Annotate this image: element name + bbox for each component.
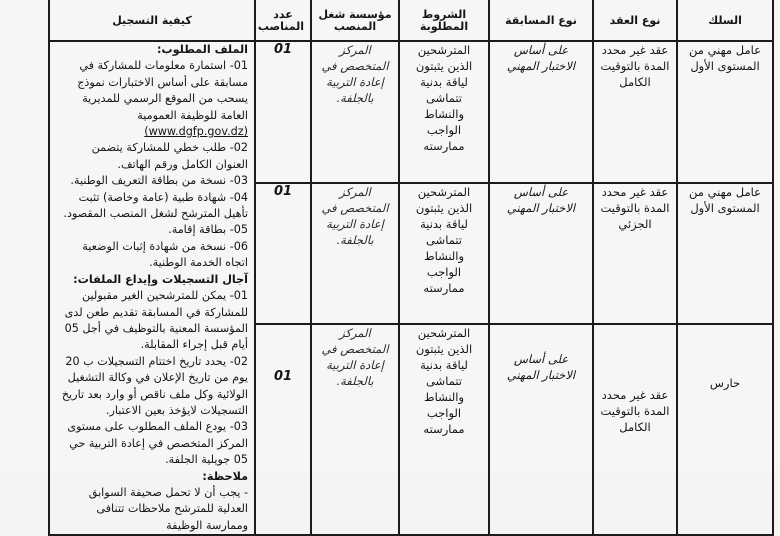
cell-rank: عامل مهني من المستوى الأول bbox=[677, 41, 773, 183]
deadline-title: آجال التسجيلات وإيداع الملفات: bbox=[73, 272, 248, 286]
recruitment-table bbox=[48, 0, 774, 536]
cell-count: 01 bbox=[255, 41, 311, 183]
header-institution: مؤسسة شغل المنصب bbox=[311, 0, 399, 41]
cell-conditions: المترشحين الذين يثبتون لياقة بدنية تتماشى والنشاط الواجب ممارسته bbox=[399, 183, 489, 325]
cell-rank: حارس bbox=[677, 324, 773, 535]
header-count: عدد المناصب bbox=[255, 0, 311, 41]
cell-institution: المركز المتخصص في إعادة التربية بالجلفة. bbox=[311, 324, 399, 535]
note-title: ملاحظة: bbox=[202, 469, 248, 483]
deadline-item-2: 02- يحدد تاريخ اختتام التسجيلات ب 20 يوم من تاريخ الإعلان في وكالة التشغيل الولائية وكل ملف ناقص أو وارد بعد تاريخ التسجيلات لايؤخذ بعين الاعتبار. bbox=[61, 354, 248, 417]
header-test: نوع المسابقة bbox=[489, 0, 593, 41]
cell-test: على أساس الاختبار المهني bbox=[489, 183, 593, 325]
header-conditions: الشروط المطلوبة bbox=[399, 0, 489, 41]
deadline-item-3: 03- يودع الملف المطلوب على مستوى المركز المتخصص في إعادة التربية حي 05 جويلية الجلفة. bbox=[67, 420, 248, 467]
cell-institution: المركز المتخصص في إعادة التربية بالجلفة. bbox=[311, 41, 399, 183]
cell-test: على أساس الاختبار المهني bbox=[489, 324, 593, 535]
reg-item-6: 06- نسخة من شهادة إثبات الوضعية اتجاه الخدمة الوطنية. bbox=[82, 239, 248, 270]
reg-item-5: 05- بطاقة إقامة. bbox=[168, 223, 248, 237]
header-registration: كيفية التسجيل bbox=[49, 0, 255, 41]
registration-cell bbox=[49, 41, 255, 535]
cell-test: على أساس الاختبار المهني bbox=[489, 41, 593, 183]
header-rank: السلك bbox=[677, 0, 773, 41]
cell-contract: عقد غير محدد المدة بالتوقيت الكامل bbox=[593, 324, 677, 535]
cell-contract: عقد غير محدد المدة بالتوقيت الكامل bbox=[593, 41, 677, 183]
cell-count: 01 bbox=[255, 183, 311, 325]
cell-institution: المركز المتخصص في إعادة التربية بالجلفة. bbox=[311, 183, 399, 325]
reg-url[interactable]: (www.dgfp.gov.dz) bbox=[144, 125, 248, 139]
cell-conditions: المترشحين الذين يثبتون لياقة بدنية تتماشى والنشاط الواجب ممارسته bbox=[399, 41, 489, 183]
cell-conditions: المترشحين الذين يثبتون لياقة بدنية تتماشى والنشاط الواجب ممارسته bbox=[399, 324, 489, 535]
table-header-row bbox=[49, 0, 773, 41]
header-contract: نوع العقد bbox=[593, 0, 677, 41]
reg-item-3: 03- نسخة من بطاقة التعريف الوطنية. bbox=[70, 174, 248, 188]
reg-item-1: 01- استمارة معلومات للمشاركة في مسابقة على أساس الاختبارات نموذج يسحب من الموقع الرسمي للمديرية العامة للوظيفة العمومية bbox=[77, 59, 248, 122]
note-text: - يجب أن لا تحمل صحيفة السوابق العدلية للمترشح ملاحظات تتنافى وممارسة الوظيفة bbox=[88, 485, 248, 532]
cell-count: 01 bbox=[255, 324, 311, 535]
table-row bbox=[49, 41, 773, 183]
cell-rank: عامل مهني من المستوى الأول bbox=[677, 183, 773, 325]
deadline-item-1: 01- يمكن للمترشحين الغير مقبولين للمشاركة في المسابقة تقديم طعن لدى المؤسسة المعنية بالتوظيف في أجل 05 أيام قبل إجراء المقابلة. bbox=[64, 289, 248, 352]
file-title: الملف المطلوب: bbox=[156, 43, 248, 56]
reg-item-4: 04- شهادة طبية (عامة وخاصة) تثبت تأهيل المترشح لشغل المنصب المقصود. bbox=[63, 190, 248, 221]
cell-contract: عقد غير محدد المدة بالتوقيت الجزئي bbox=[593, 183, 677, 325]
reg-item-2: 02- طلب خطي للمشاركة يتضمن العنوان الكامل ورقم الهاتف. bbox=[91, 141, 248, 171]
